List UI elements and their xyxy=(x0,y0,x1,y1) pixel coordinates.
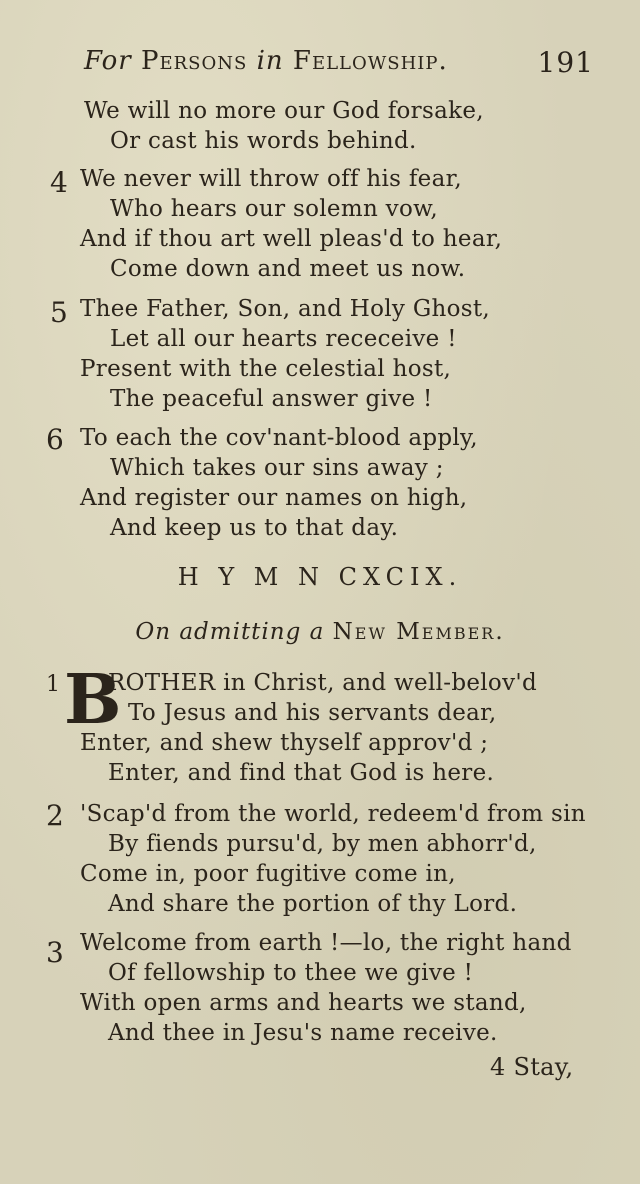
verse-line: Of fellowship to thee we give ! xyxy=(108,960,474,986)
header-title xyxy=(84,46,448,76)
stanza-number: 4 xyxy=(50,166,68,199)
stanza-number: 1 xyxy=(46,672,60,697)
verse-line: Thee Father, Son, and Holy Ghost, xyxy=(80,296,491,322)
header-for: For xyxy=(84,46,132,76)
subtitle-small-caps: New Member. xyxy=(332,619,505,645)
catchword: 4 Stay, xyxy=(490,1053,574,1081)
verse-line: Welcome from earth !—lo, the right hand xyxy=(80,930,572,956)
verse-line: To each the cov'nant-blood apply, xyxy=(80,425,478,451)
verse-line: 'Scap'd from the world, redeem'd from sin xyxy=(80,801,586,827)
verse-line: Come in, poor fugitive come in, xyxy=(80,861,456,887)
verse-line: We will no more our God forsake, xyxy=(84,98,484,124)
verse-line: Come down and meet us now. xyxy=(110,256,466,282)
verse-line: Enter, and find that God is here. xyxy=(108,760,495,786)
verse-line: We never will throw off his fear, xyxy=(80,166,462,192)
verse-line: The peaceful answer give ! xyxy=(110,386,433,412)
running-header xyxy=(84,46,594,82)
verse-line: And if thou art well pleas'd to hear, xyxy=(80,226,503,252)
stanza-number: 5 xyxy=(50,296,68,329)
verse-line: To Jesus and his servants dear, xyxy=(128,700,497,726)
header-in: in xyxy=(256,46,284,76)
verse-line: And thee in Jesu's name receive. xyxy=(108,1020,498,1046)
verse-line: Let all our hearts receceive ! xyxy=(110,326,457,352)
page-number: 191 xyxy=(537,46,594,79)
verse-line: By fiends pursu'd, by men abhorr'd, xyxy=(108,831,537,857)
verse-line: And register our names on high, xyxy=(80,485,468,511)
header-persons: Persons xyxy=(140,46,248,76)
verse-line: And share the portion of thy Lord. xyxy=(108,891,518,917)
stanza-number: 3 xyxy=(46,936,64,969)
subtitle-italic: On admitting a xyxy=(135,619,325,645)
hymn-title: H Y M N CXCIX. xyxy=(177,563,463,591)
stanza-number: 6 xyxy=(46,423,64,456)
verse-line: Who hears our solemn vow, xyxy=(110,196,438,222)
verse-line: With open arms and hearts we stand, xyxy=(80,990,527,1016)
stanza-number: 2 xyxy=(46,799,64,832)
drop-cap: B xyxy=(64,660,122,740)
verse-line: Which takes our sins away ; xyxy=(110,455,444,481)
verse-line: And keep us to that day. xyxy=(110,515,399,541)
verse-line: Or cast his words behind. xyxy=(110,128,417,154)
verse-line: ROTHER in Christ, and well-belov'd xyxy=(108,670,538,696)
header-fellowship: Fellowship. xyxy=(292,46,448,76)
verse-line: Present with the celestial host, xyxy=(80,356,452,382)
verse-line: Enter, and shew thyself approv'd ; xyxy=(80,730,489,756)
hymn-subtitle xyxy=(0,619,640,645)
